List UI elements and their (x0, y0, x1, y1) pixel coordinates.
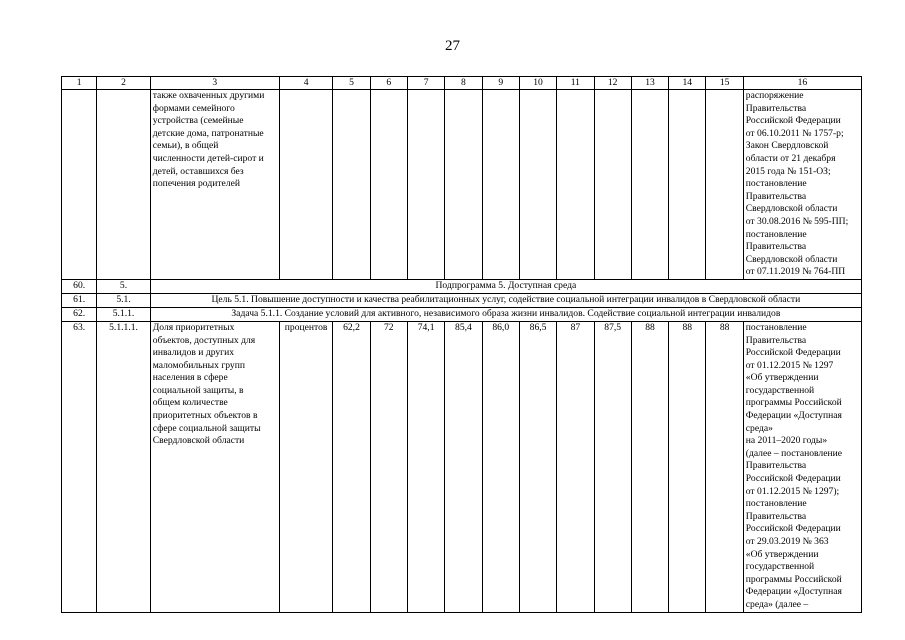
cell-code: 5.1.1.1. (97, 321, 150, 612)
cell-value: 85,4 (445, 321, 482, 612)
cell-value (594, 90, 631, 280)
col-header: 2 (97, 77, 150, 90)
cell-num: 63. (62, 321, 97, 612)
cell-code (97, 90, 150, 280)
goal-title: Цель 5.1. Повышение доступности и качества реабилитационных услуг, содействие социальной интеграции инвалидов в Свердловской области (150, 293, 861, 307)
cell-value: 72 (370, 321, 407, 612)
cell-value: 87 (557, 321, 594, 612)
cell-value: 86,0 (482, 321, 519, 612)
col-header: 11 (557, 77, 594, 90)
cell-num: 60. (62, 279, 97, 293)
col-header: 15 (706, 77, 743, 90)
cell-source: распоряжение Правительства Российской Федерации от 06.10.2011 № 1757-р; Закон Свердловской области от 21 декабря 2015 года № 151-ОЗ; постановление Правительства Свердловской области от 30.08.2016 № 595-ПП; постановление Правительства Свердловской области от 07.11.2019 № 764-ПП (743, 90, 861, 280)
table-row-task (62, 307, 862, 321)
cell-value: 74,1 (407, 321, 444, 612)
cell-source: постановление Правительства Российской Федерации от 01.12.2015 № 1297 «Об утверждении государственной программы Российской Федерации «Доступная среда» на 2011–2020 годы» (далее – постановление Правительства Российской Федерации от 01.12.2015 № 1297); постановление Правительства Российской Федерации от 29.03.2019 № 363 «Об утверждении государственной программы Российской Федерации «Доступная среда» (далее – (743, 321, 861, 612)
col-header: 13 (631, 77, 668, 90)
cell-value (333, 90, 370, 280)
cell-value: 88 (669, 321, 706, 612)
cell-value: 88 (631, 321, 668, 612)
page-number: 27 (445, 38, 460, 54)
cell-value (370, 90, 407, 280)
cell-value (631, 90, 668, 280)
cell-value (557, 90, 594, 280)
cell-unit (279, 90, 332, 280)
cell-value: 62,2 (333, 321, 370, 612)
col-header: 9 (482, 77, 519, 90)
col-header: 4 (279, 77, 332, 90)
table-row-subprogram (62, 279, 862, 293)
cell-value (706, 90, 743, 280)
cell-value: 88 (706, 321, 743, 612)
cell-num: 62. (62, 307, 97, 321)
col-header: 16 (743, 77, 861, 90)
cell-value (519, 90, 556, 280)
cell-unit: процентов (279, 321, 332, 612)
col-header: 3 (150, 77, 279, 90)
cell-indicator: Доля приоритетных объектов, доступных для инвалидов и других маломобильных групп населения в сфере социальной защиты, в общем количестве приоритетных объектов в сфере социальной защиты Свердловской области (150, 321, 279, 612)
cell-num: 61. (62, 293, 97, 307)
subprogram-title: Подпрограмма 5. Доступная среда (150, 279, 861, 293)
task-title: Задача 5.1.1. Создание условий для активного, независимого образа жизни инвалидов. Содействие социальной интеграции инвалидов (150, 307, 861, 321)
cell-value (407, 90, 444, 280)
col-header: 12 (594, 77, 631, 90)
table-row-goal (62, 293, 862, 307)
cell-value: 87,5 (594, 321, 631, 612)
cell-value: 86,5 (519, 321, 556, 612)
col-header: 14 (669, 77, 706, 90)
cell-value (445, 90, 482, 280)
cell-value (669, 90, 706, 280)
col-header: 1 (62, 77, 97, 90)
cell-code: 5. (97, 279, 150, 293)
col-header: 8 (445, 77, 482, 90)
cell-code: 5.1.1. (97, 307, 150, 321)
col-header: 7 (407, 77, 444, 90)
col-header: 6 (370, 77, 407, 90)
cell-num (62, 90, 97, 280)
col-header: 10 (519, 77, 556, 90)
indicators-table (61, 76, 862, 613)
cell-indicator: также охваченных другими формами семейного устройства (семейные детские дома, патронатные семьи), в общей численности детей-сирот и детей, оставшихся без попечения родителей (150, 90, 279, 280)
cell-code: 5.1. (97, 293, 150, 307)
table-row-indicator (62, 321, 862, 612)
column-number-row (62, 77, 862, 90)
col-header: 5 (333, 77, 370, 90)
cell-value (482, 90, 519, 280)
table-row-continued (62, 90, 862, 280)
